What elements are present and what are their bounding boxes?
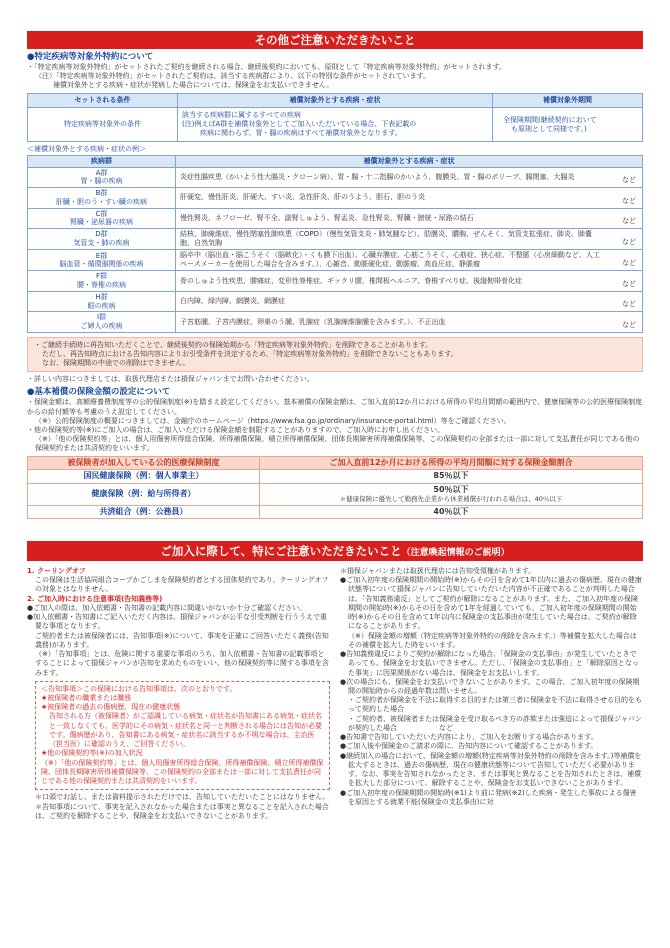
text: 腰・脊椎の疾病 <box>77 281 126 290</box>
left-column <box>27 567 330 821</box>
text: ●告知義務違反によりご契約が解除になった場合、「保険金の支払事由」が発生していたときであっても、保険金をお支払いできません。ただし、「保険金の支払事由」と「解除原因となった事実」に因果関係がない場合は、保険金をお支払いします。 <box>340 650 639 677</box>
text: （注意喚起情報のご説明） <box>401 547 510 558</box>
text: ＜告知事項＞この保険における告知事項は、次のとおりです。 <box>41 684 237 693</box>
text: など <box>622 217 636 226</box>
text: 基本補償の保険金額の設定について <box>34 387 171 398</box>
conditions-table <box>27 93 643 142</box>
table-header: ご加入直前12か月における所得の平均月間額に対する保険金額割合 <box>260 456 643 469</box>
text: 50％以下 <box>433 484 469 494</box>
text: なお、保険期間の中途での削除はできません。 <box>42 359 190 368</box>
text: 骨のしゅよう性疾患、腰痛症、変形性脊椎症、ギックリ腰、椎間板ヘルニア、脊椎すべり症、後縦靭帯骨化症 <box>180 276 523 285</box>
renewal-note <box>27 337 643 372</box>
section-title-sum-insured: ●基本補償の保険金額の設定について <box>27 387 171 398</box>
text: など <box>622 259 636 268</box>
text: ●継続加入の場合において、保険金額の増額(特定疾病等対象外特約の削除を含みます。)等補償を拡大するときは、過去の傷病歴、現在の健康状態等について告知していただく必要があります。なお、事実を告知されなかったとき、または事実と異なることを告知されたときは、補償を拡大した部分について、解除することや、保険金をお支払いできないことがあります。 <box>340 751 642 788</box>
text: ・ご継続手続時に再告知いただくことで、継続後契約の保険始期から「特定疾病等対象外特約」を削除できることがあります。 <box>34 340 433 349</box>
text: ご契約者または被保険者には、告知事項(※)について、事実を正確にご回答いただく義務(告知義務)があります。 <box>35 631 329 649</box>
table-header: 補償対象外とする疾病・症状 <box>176 155 643 167</box>
text: ・他の保険契約等(※)にご加入の場合は、ご加入いただける保険金額を制限することがありますので、ご加入時にお申し出ください。 <box>27 425 445 434</box>
text: 2. ご加入時における注意事項(告知義務等) <box>27 594 163 603</box>
table-header: セットされる条件 <box>28 94 178 108</box>
table-row <box>28 470 643 483</box>
text: 子宮筋腫、子宮内膜症、卵巣のう腫、乳腺症（乳腺線維腺腫を含みます。）、不正出血 <box>180 317 446 326</box>
text: A群 <box>95 168 108 177</box>
text: など <box>622 176 636 185</box>
table-row <box>28 271 643 292</box>
two-column-notes <box>27 567 643 821</box>
text: 特定疾病等対象外特約について <box>34 52 154 62</box>
text: ・ご契約者が保険金を不法に取得する目的または第三者に保険金を不法に取得させる目的をもって契約した場合 <box>348 696 642 714</box>
table-cell: 特定疾病等対象外の条件 <box>28 108 178 142</box>
text: ●次の場合にも、保険金をお支払いできないことがあります。この場合、ご加入初年度の保険期間の開始時からの経過年数は問いません。 <box>340 677 640 696</box>
text: 胃・腸の疾病 <box>80 177 123 186</box>
text: 該当する疾病群に属するすべての疾病 <box>182 111 301 120</box>
text: ・ご契約者、被保険者または保険金を受け取るべき方の詐欺または強迫によって損保ジャパンが契約した場合 など <box>348 714 642 732</box>
text: ・保険金額は、高額療養費制度等の公的保険制度(※)を踏まえ設定してください。基本補償の保険金額は、ご加入直前12か月における所得の平均月間額の範囲内で、健康保険等の公的医療保険制度からの給付額等も考慮のうえ設定してください。 <box>27 398 643 416</box>
text: 脳卒中（脳出血・脳こうそく（脳軟化）・くも膜下出血）、心臓弁膜症、心筋こうそく、心筋症、狭心症、不整脈（心房細動など、人工ペースメーカーを使用した場合を含みます。）、心雑音、動脈硬化症、動脈瘤、高血圧症、静脈瘤 <box>180 251 600 269</box>
text: ご婦人の疾病 <box>80 322 123 331</box>
section-banner: その他ご注意いただきたいこと <box>27 31 643 49</box>
text: 疾病に関わらず、胃・腸の疾病はすべて補償対象外となります。 <box>200 129 402 138</box>
text: ★被保険者の職業または職務 <box>41 694 132 703</box>
text: 告知される方（被保険者）がご認識している病気・症状名が告知書にある病気・症状名と一致しなくても、医学的にその病気・症状名と同一と判断される場合には告知が必要です。傷病歴があり、告知書にある病気・症状名に該当するか不明な場合は、主治医（担当医）に確認のうえ、ご回答ください。 <box>49 712 322 749</box>
text: ●告知書で告知していただいた内容により、ご加入をお断りする場合があります。 <box>340 733 598 742</box>
page <box>0 31 670 948</box>
text: （注）「特定疾病等対象外特約」がセットされたご契約は、該当する疾病群により、以下の特別な条件がセットされています。 <box>35 72 430 81</box>
text: I群 <box>96 313 107 322</box>
text: 気管支・肺の疾病 <box>73 239 130 248</box>
text: 脳血管・循環器関係の疾病 <box>59 260 144 269</box>
section-banner-important <box>27 541 643 561</box>
text: （※）「告知事項」とは、危険に関する重要な事項のうち、加入依頼書・告知書の記載事項とすることによって損保ジャパンが告知を求めたものをいい、他の保険契約等に関する事項を含みます。 <box>35 650 329 677</box>
text: （※）「他の保険契約等」とは、個人用傷害所得総合保険、所得補償保険、積立所得補償保険、団体長期障害所得補償保険等、この保険契約の全部または一部に対して支払責任が同じである他の保険契約または共済契約をいいます。 <box>35 434 640 452</box>
text: ＊告知事項について、事実を記入されなかった場合または事実と異なることを記入された場合は、ご契約を解除することや、保険金をお支払いできないことがあります。 <box>35 802 329 820</box>
text: ・「特定疾病等対象外特約」がセットされたご契約を継続される場合、継続後契約においても、原則として「特定疾病等対象外特約」がセットされます。 <box>27 63 506 72</box>
text: 国民健康保険（例：個人事業主） <box>28 470 260 483</box>
text: E群 <box>95 251 108 260</box>
text: など <box>622 238 636 247</box>
text: 炎症性腸疾患（かいよう性大腸炎・クローン病）、胃・腸・十二指腸のかいよう、腹膜炎、胃・腸のポリープ、腸閉塞、大腸炎 <box>180 172 575 181</box>
table-header: 疾病群 <box>28 155 176 167</box>
text: 慢性腎炎、ネフローゼ、腎不全、副腎しゅよう、腎盂炎、急性腎炎、腎臓・膀胱・尿路の結石 <box>180 213 474 222</box>
text: ただし、再告知時点における告知内容によりお引受条件を決定するため、「特定疾病等対象外特約」を削除できないこともあります。 <box>42 350 458 359</box>
text: F群 <box>95 272 108 281</box>
table-row <box>28 483 643 505</box>
text: ●ご加入後や保険金のご請求の際に、告知内容について確認することがあります。 <box>340 742 598 751</box>
disease-groups-table <box>27 155 643 333</box>
table-row <box>28 250 643 271</box>
text: ★他の保険契約等(※)の加入状況 <box>41 749 143 758</box>
table-header: 補償対象外期間 <box>493 94 643 108</box>
text: D群 <box>95 230 108 239</box>
text: 健康保険（例：給与所得者） <box>28 483 260 505</box>
text: ●ご加入の際は、加入依頼書・告知書の記載内容に間違いがないか十分ご確認ください。 <box>27 603 307 612</box>
text: ご加入に際して、特にご注意いただきたいこと <box>160 543 402 558</box>
text: 肝臓・胆のう・すい臓の疾病 <box>56 197 147 206</box>
text: 全保険期間(継続契約において <box>503 115 597 124</box>
text: など <box>622 196 636 205</box>
text: など <box>622 300 636 309</box>
table-row <box>28 312 643 333</box>
text: この保険は生活協同組合コープかごしまを保険契約者とする団体契約であり、クーリングオフの対象とはなりません。 <box>35 576 329 594</box>
text: （※）公的保険制度の概要につきましては、金融庁のホームページ（https://www.fsa.go.jp/ordinary/insurance-portal.html）等をご確認ください。 <box>35 416 511 425</box>
text: (注)例えばA群を補償対象外としてご加入いただいている場合、下表記載の <box>182 120 417 129</box>
table-row <box>28 291 643 312</box>
text: も原則として同様です。) <box>511 124 587 133</box>
text: ・詳しい内容につきましては、取扱代理店または損保ジャパンまでお問い合わせください。 <box>27 375 314 384</box>
text: ★被保険者の過去の傷病歴、現在の健康状態 <box>41 703 181 712</box>
table-header: 補償対象外とする疾病・症状 <box>178 94 493 108</box>
text: （※）「他の保険契約等」とは、個人用傷害所得総合保険、所得補償保険、積立所得補償保険、団体長期障害所得補償保険等、この保険契約の全部または一部に対して支払責任が同じである他の保険契約または共済契約をいいます。 <box>41 758 324 786</box>
text: など <box>622 279 636 288</box>
text: ＊損保ジャパンまたは取扱代理店には告知受領権があります。 <box>340 566 536 575</box>
section-title-exclusion-rider: ●特定疾病等対象外特約について <box>27 52 154 62</box>
text: H群 <box>95 292 108 301</box>
text: 白内障、緑内障、網膜炎、網膜症 <box>180 297 285 306</box>
text: 腎臓・泌尿器の疾病 <box>70 218 133 227</box>
text: ●ご加入初年度の保険期間の開始時(※1)より前に発病(※2)した疾病・発生した事故による傷害を原因とする就業不能(保険金の支払事由)に対 <box>340 788 637 806</box>
text: 肝硬変、慢性肝炎、肝硬大、すい炎、急性肝炎、肝のうよう、胆石、胆のう炎 <box>180 193 425 202</box>
text: など <box>622 320 636 329</box>
table-row <box>28 167 643 188</box>
table-cell <box>178 108 493 142</box>
text: B群 <box>95 189 108 198</box>
text: ＊健康保険に優先して勤務先企業から休業補償が行われる場合は、40％以下 <box>339 495 563 504</box>
table-row <box>28 208 643 229</box>
right-column <box>340 567 643 821</box>
table-cell <box>493 108 643 142</box>
text: 85％以下 <box>260 470 643 483</box>
disclosure-items-box <box>35 681 330 791</box>
text: ●加入依頼書・告知書にご記入いただく内容は、損保ジャパンが公平な引受判断を行ううえで重要な事項となります。 <box>27 613 327 631</box>
text: 眼の疾病 <box>87 301 116 310</box>
text: ●ご加入初年度の保険期間の開始時(※)からその日を含めて1年以内に過去の傷病歴、現在の健康状態等について損保ジャパンに告知していただいた内容が不正確であることが判明した場合は、「告知義務違反」としてご契約が解除になることがあります。また、ご加入初年度の保険期間の開始時(※)からその日を含めて1年を経過していても、ご加入初年度の保険期間の開始時(※)からその日を含めて1年以内に保険金の支払事由が発生していた場合は、ご契約が解除になることがあります。 <box>340 576 642 631</box>
text: （※）保険金額の増額（特定疾病等対象外特約の削除を含みます。）等補償を拡大した場合はその補償を拡大した時をいいます。 <box>348 631 637 649</box>
text: 結核、肺線維症、慢性閉塞性肺疾患（COPD）（慢性気管支炎・肺気腫など）、肋膜炎、膿胸、ぜんそく、気管支拡張症、肺炎、肺嚢胞、自然気胸 <box>180 230 592 248</box>
text: C群 <box>95 209 108 218</box>
text: 40％以下 <box>260 505 643 518</box>
text: 補償対象外とする疾病・症状が発病した場合については、保険金をお支払いできません。 <box>53 81 334 90</box>
table-row <box>28 229 643 250</box>
list-caption: ＜補償対象外とする疾病・症状の例＞ <box>27 145 146 154</box>
table-row <box>28 188 643 209</box>
text: 共済組合（例：公務員） <box>28 505 260 518</box>
text: ＊口頭でお話し、または資料提示されただけでは、告知していただいたことにはなりません。 <box>35 793 330 802</box>
table-row <box>28 505 643 518</box>
table-header: 被保険者が加入している公的医療保険制度 <box>28 456 260 469</box>
sum-insured-table <box>27 456 643 519</box>
text: 1. クーリングオフ <box>27 566 86 575</box>
